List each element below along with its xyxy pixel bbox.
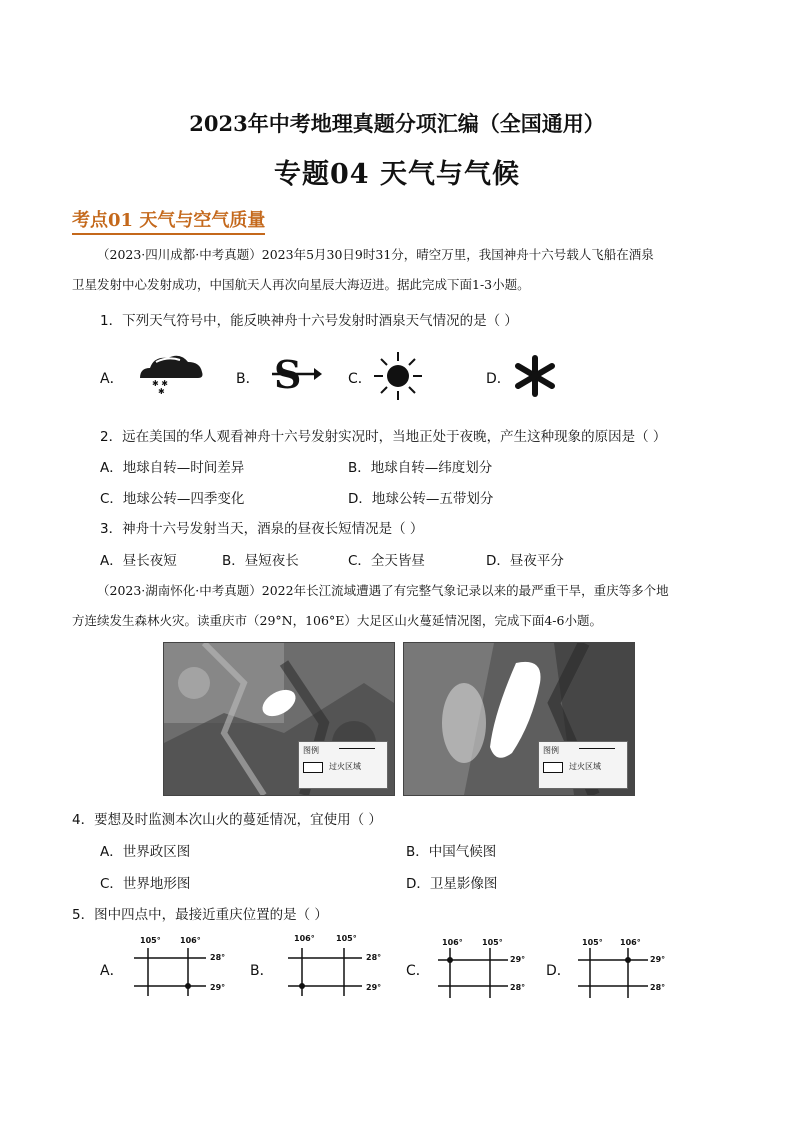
q5-c-lat-top: 29° — [510, 955, 526, 964]
q2-option-c: C．地球公转—四季变化 — [100, 491, 245, 507]
q5-c-lat-bottom: 28° — [510, 983, 526, 992]
q5-c-lon-left: 106° — [442, 938, 463, 947]
q1-option-c-label: C． — [348, 371, 372, 387]
q3-option-b: B．昼短夜长 — [222, 553, 299, 569]
intro-paragraph-2 — [72, 576, 724, 636]
q5-a-lat-top: 28° — [210, 953, 226, 962]
q2-option-a: A．地球自转—时间差异 — [100, 460, 245, 476]
q4-option-c: C．世界地形图 — [100, 876, 191, 892]
svg-text:✱ ✱: ✱ ✱ — [152, 379, 168, 388]
intro-paragraph-1 — [72, 240, 724, 300]
q5-b-grid — [286, 944, 364, 1000]
q5-d-lat-top: 29° — [650, 955, 666, 964]
sunny-icon — [372, 350, 424, 402]
q5-c-lon-right: 105° — [482, 938, 503, 947]
q5-a-lon-left: 105° — [140, 936, 161, 945]
question-4-stem: 4．要想及时监测本次山火的蔓延情况，宜使用（ ） — [72, 812, 382, 828]
intro-1-line-2: 卫星发射中心发射成功，中国航天人再次向星辰大海迈进。据此完成下面1-3小题。 — [72, 277, 530, 292]
q5-d-lat-bottom: 28° — [650, 983, 666, 992]
map-legend-2 — [538, 741, 628, 789]
legend-1-title: 图例 — [303, 746, 319, 755]
q5-a-grid — [132, 944, 208, 1000]
q5-d-point — [625, 957, 631, 963]
map-legend-1 — [298, 741, 388, 789]
q5-b-lon-right: 105° — [336, 934, 357, 943]
q5-c-point — [447, 957, 453, 963]
section-heading: 考点01 天气与空气质量 — [72, 206, 265, 235]
q5-a-lat-bottom: 29° — [210, 983, 226, 992]
intro-2-line-2: 方连续发生森林火灾。读重庆市（29°N，106°E）大足区山火蔓延情况图，完成下面4-6小题。 — [72, 613, 602, 628]
snow-cloud-icon — [134, 350, 208, 394]
question-5-stem: 5．图中四点中，最接近重庆位置的是（ ） — [72, 907, 328, 923]
svg-text:✱: ✱ — [158, 387, 165, 394]
q3-option-c: C．全天皆昼 — [348, 553, 425, 569]
q3-option-d: D．昼夜平分 — [486, 553, 564, 569]
legend-1-label: 过火区域 — [329, 762, 361, 771]
q5-option-d-label: D． — [546, 963, 571, 979]
q5-a-point — [185, 983, 191, 989]
q1-option-d-label: D． — [486, 371, 511, 387]
intro-1-line-1: （2023·四川成都·中考真题）2023年5月30日9时31分，晴空万里，我国神舟十六号载人飞船在酒泉 — [97, 247, 654, 262]
intro-2-line-1: （2023·湖南怀化·中考真题）2022年长江流域遭遇了有完整气象记录以来的最严重干旱，重庆等多个地 — [97, 583, 669, 598]
q5-b-point — [299, 983, 305, 989]
legend-2-title: 图例 — [543, 746, 559, 755]
svg-text:S: S — [274, 352, 302, 394]
q5-a-lon-right: 106° — [180, 936, 201, 945]
legend-2-label: 过火区域 — [569, 762, 601, 771]
sandstorm-icon — [268, 352, 324, 394]
q2-option-b: B．地球自转—纬度划分 — [348, 460, 493, 476]
question-2-stem: 2．远在美国的华人观看神舟十六号发射实况时，当地正处于夜晚，产生这种现象的原因是（ ） — [100, 429, 667, 445]
q3-option-a: A．昼长夜短 — [100, 553, 177, 569]
q2-option-d: D．地球公转—五带划分 — [348, 491, 494, 507]
q1-option-a-label: A． — [100, 371, 124, 387]
q5-option-c-label: C． — [406, 963, 430, 979]
satellite-image-after — [403, 642, 635, 796]
snowflake-icon — [512, 354, 558, 398]
satellite-image-before — [163, 642, 395, 796]
q5-d-grid — [576, 946, 650, 1000]
q5-option-a-label: A． — [100, 963, 124, 979]
question-3-stem: 3．神舟十六号发射当天，酒泉的昼夜长短情况是（ ） — [100, 521, 424, 537]
q5-b-lat-top: 28° — [366, 953, 382, 962]
q4-option-d: D．卫星影像图 — [406, 876, 498, 892]
q5-b-lat-bottom: 29° — [366, 983, 382, 992]
q5-option-b-label: B． — [250, 963, 274, 979]
q1-option-b-label: B． — [236, 371, 260, 387]
topic-title: 专题04 天气与气候 — [274, 159, 520, 190]
q5-c-grid — [436, 946, 510, 1000]
q5-d-lon-left: 105° — [582, 938, 603, 947]
q4-option-b: B．中国气候图 — [406, 844, 497, 860]
document-title: 2023年中考地理真题分项汇编（全国通用） — [189, 111, 605, 136]
q4-option-a: A．世界政区图 — [100, 844, 191, 860]
q5-b-lon-left: 106° — [294, 934, 315, 943]
question-1-stem: 1．下列天气符号中，能反映神舟十六号发射时酒泉天气情况的是（ ） — [100, 313, 518, 329]
q5-d-lon-right: 106° — [620, 938, 641, 947]
